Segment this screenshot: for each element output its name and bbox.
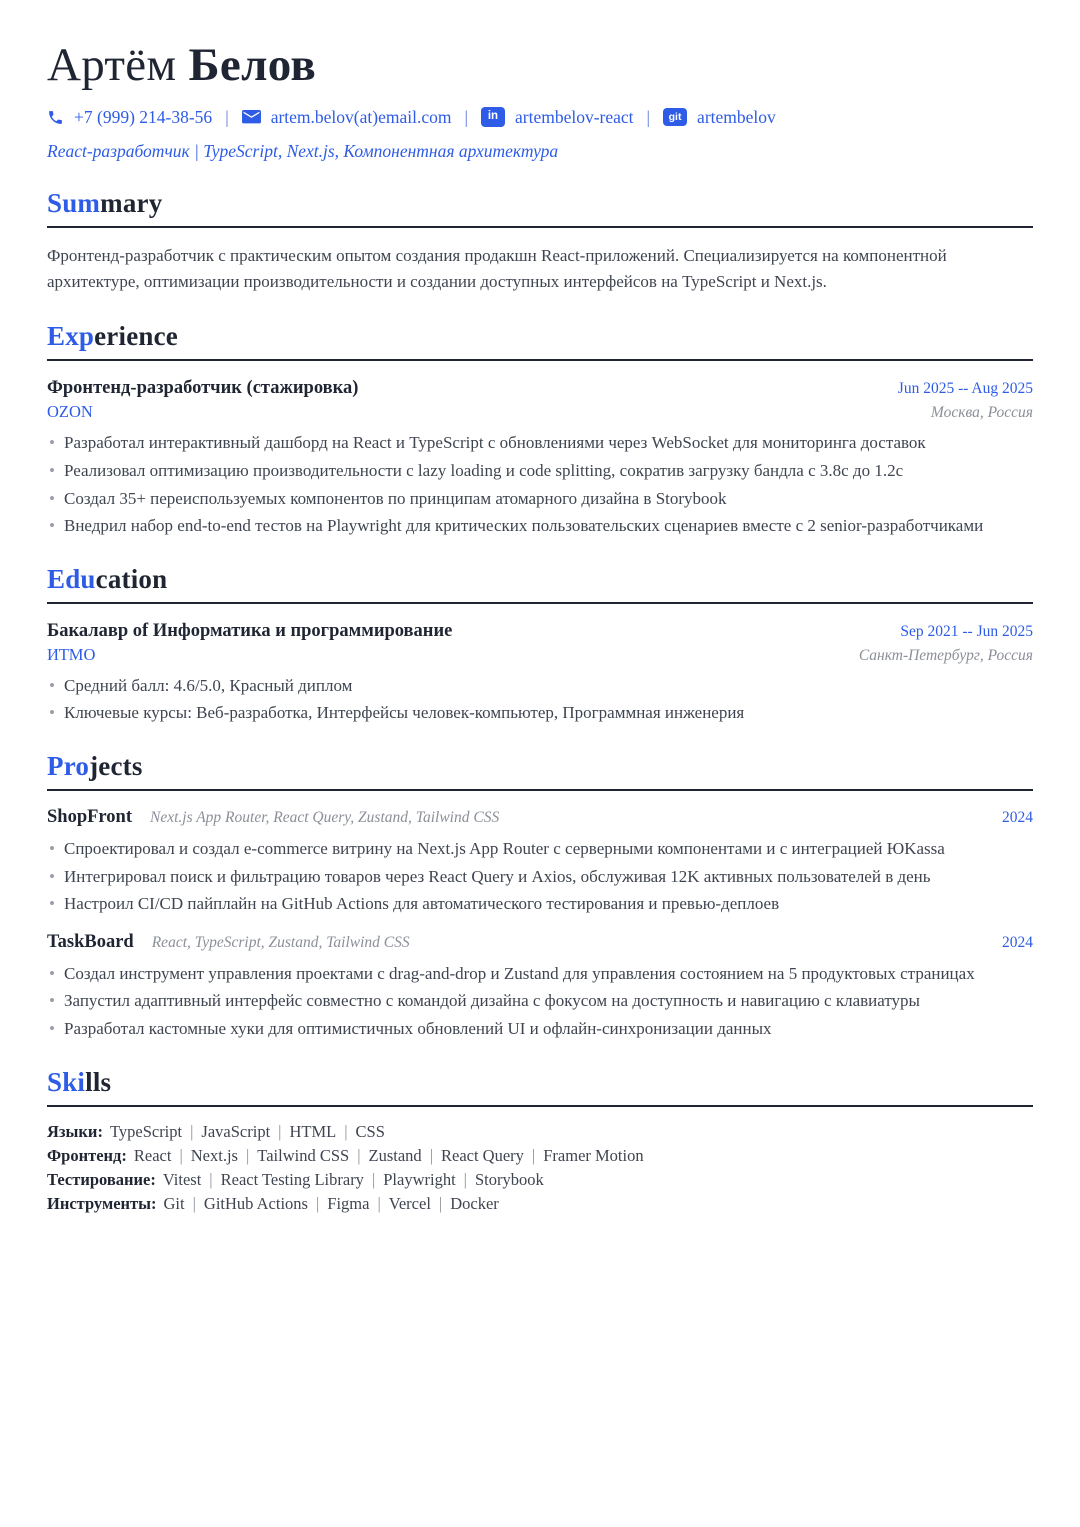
education-dates: Sep 2021 -- Jun 2025 bbox=[900, 622, 1033, 640]
project-year: 2024 bbox=[1002, 933, 1033, 951]
projects-heading bbox=[47, 751, 1033, 791]
project-entry bbox=[47, 932, 1033, 1041]
entry-sub-row bbox=[47, 642, 1033, 665]
project-title-group bbox=[47, 807, 499, 828]
heading-rest: mary bbox=[100, 187, 163, 218]
project-bullets bbox=[47, 838, 1033, 916]
entry-title-row bbox=[47, 378, 1033, 399]
bullet-item: • Запустил адаптивный интерфейс совместно с командой дизайна с фокусом на доступность и навигацию с клавиатуры bbox=[47, 990, 1033, 1013]
bullet-item: • Внедрил набор end-to-end тестов на Playwright для критических пользовательских сценариев вместе с 2 senior-разработчиками bbox=[47, 515, 1033, 538]
bullet-item: • Средний балл: 4.6/5.0, Красный диплом bbox=[47, 675, 1033, 698]
heading-rest: erience bbox=[94, 321, 178, 352]
bullet-item: • Интегрировал поиск и фильтрацию товаров через React Query и Axios, обслуживая 12K активных пользователей в день bbox=[47, 866, 1033, 889]
phone-icon bbox=[47, 109, 64, 126]
last-name: Белов bbox=[188, 39, 317, 91]
project-stack: Next.js App Router, React Query, Zustand, Tailwind CSS bbox=[150, 809, 500, 827]
github-icon: git bbox=[663, 108, 687, 127]
skill-separator: | bbox=[357, 1145, 361, 1165]
heading-accent: Ski bbox=[47, 1066, 86, 1097]
skills-label: Инструменты: bbox=[47, 1193, 157, 1213]
project-year: 2024 bbox=[1002, 809, 1033, 827]
summary-heading bbox=[47, 188, 1033, 228]
skill-separator: | bbox=[429, 1145, 433, 1165]
first-name: Артём bbox=[47, 39, 177, 91]
education-heading bbox=[47, 564, 1033, 604]
heading-rest: lls bbox=[85, 1066, 112, 1097]
phone-number[interactable]: +7 (999) 214-38-56 bbox=[74, 106, 213, 127]
skill-separator: | bbox=[344, 1121, 348, 1141]
linkedin-handle[interactable]: artembelov-react bbox=[514, 106, 634, 127]
skills-label: Фронтенд: bbox=[47, 1145, 127, 1165]
github-handle[interactable]: artembelov bbox=[697, 106, 776, 127]
experience-entry bbox=[47, 378, 1033, 537]
bullet-item: • Ключевые курсы: Веб-разработка, Интерфейсы человек-компьютер, Программная инженерия bbox=[47, 702, 1033, 725]
bullet-item: • Спроектировал и создал e-commerce витрину на Next.js App Router с серверными компонентами и с интеграцией ЮKassa bbox=[47, 838, 1033, 861]
education-bullets bbox=[47, 675, 1033, 725]
skill-separator: | bbox=[371, 1169, 376, 1189]
bullet-item: • Настроил CI/CD пайплайн на GitHub Actions для автоматического тестирования и превью-деплоев bbox=[47, 893, 1033, 916]
skills-line-frontend bbox=[47, 1146, 1033, 1166]
skills-block bbox=[47, 1122, 1033, 1214]
skills-line-languages bbox=[47, 1122, 1033, 1142]
skill-separator: | bbox=[190, 1121, 194, 1141]
job-location: Москва, Россия bbox=[930, 404, 1033, 422]
project-title-row bbox=[47, 807, 1033, 828]
skill-separator: | bbox=[531, 1145, 536, 1165]
skills-items: Git | GitHub Actions | Figma | Vercel | Docker bbox=[163, 1193, 499, 1213]
skills-label: Тестирование: bbox=[47, 1169, 156, 1189]
contact-separator: | bbox=[225, 106, 229, 127]
education-entry bbox=[47, 621, 1033, 725]
skill-separator: | bbox=[278, 1121, 282, 1141]
heading-accent: Sum bbox=[47, 187, 101, 218]
skill-separator: | bbox=[245, 1145, 250, 1165]
project-stack: React, TypeScript, Zustand, Tailwind CSS bbox=[151, 933, 410, 951]
bullet-item: • Разработал интерактивный дашборд на React и TypeScript с обновлениями через WebSocket для мониторинга доставок bbox=[47, 432, 1033, 455]
skill-separator: | bbox=[209, 1169, 213, 1189]
bullet-item: • Создал 35+ переиспользуемых компонентов по принципам атомарного дизайна в Storybook bbox=[47, 488, 1033, 511]
email-address[interactable]: artem.belov(at)email.com bbox=[270, 106, 452, 127]
project-name: ShopFront bbox=[47, 807, 132, 828]
skills-items: Vitest | React Testing Library | Playwright | Storybook bbox=[162, 1169, 544, 1189]
skill-separator: | bbox=[438, 1193, 443, 1213]
linkedin-icon: in bbox=[481, 107, 505, 127]
job-bullets bbox=[47, 432, 1033, 537]
heading-accent: Pro bbox=[47, 751, 90, 782]
skill-separator: | bbox=[315, 1193, 320, 1213]
skill-separator: | bbox=[377, 1193, 381, 1213]
heading-accent: Exp bbox=[47, 321, 95, 352]
contact-separator: | bbox=[464, 106, 468, 127]
email-icon bbox=[242, 110, 261, 125]
bullet-item: • Реализовал оптимизацию производительности с lazy loading и code splitting, сократив загрузку бандла с 3.8с до 1.2с bbox=[47, 460, 1033, 483]
project-name: TaskBoard bbox=[47, 931, 134, 952]
page-title bbox=[47, 40, 1033, 92]
heading-accent: Edu bbox=[47, 563, 96, 594]
contact-separator: | bbox=[646, 106, 651, 127]
contact-row bbox=[47, 107, 1033, 128]
project-entry bbox=[47, 807, 1033, 916]
section-projects bbox=[47, 751, 1033, 1041]
bullet-item: • Создал инструмент управления проектами с drag-and-drop и Zustand для управления состоянием на 5 продуктовых страницах bbox=[47, 963, 1033, 986]
company-name: OZON bbox=[47, 402, 93, 422]
heading-rest: cation bbox=[95, 563, 168, 594]
skills-heading bbox=[47, 1067, 1033, 1107]
education-location: Санкт-Петербург, Россия bbox=[858, 646, 1033, 664]
section-education bbox=[47, 564, 1033, 725]
bullet-item: • Разработал кастомные хуки для оптимистичных обновлений UI и офлайн-синхронизации данных bbox=[47, 1018, 1033, 1041]
skill-separator: | bbox=[179, 1145, 183, 1165]
project-title-row bbox=[47, 932, 1033, 953]
experience-heading bbox=[47, 321, 1033, 361]
section-summary bbox=[47, 188, 1033, 296]
heading-rest: jects bbox=[89, 751, 143, 782]
section-skills bbox=[47, 1067, 1033, 1214]
resume-header bbox=[47, 40, 1033, 162]
skills-items: React | Next.js | Tailwind CSS | Zustand | React Query | Framer Motion bbox=[133, 1145, 644, 1165]
job-title: Фронтенд-разработчик (стажировка) bbox=[47, 378, 359, 399]
skills-label: Языки: bbox=[47, 1121, 103, 1141]
degree-title: Бакалавр of Информатика и программирование bbox=[47, 620, 453, 641]
skill-separator: | bbox=[463, 1169, 467, 1189]
tagline: React-разработчик | TypeScript, Next.js, Компонентная архитектура bbox=[47, 140, 559, 161]
project-bullets bbox=[47, 963, 1033, 1041]
entry-sub-row bbox=[47, 399, 1033, 422]
skills-items: TypeScript | JavaScript | HTML | CSS bbox=[109, 1121, 385, 1141]
section-experience bbox=[47, 321, 1033, 537]
skills-line-testing bbox=[47, 1170, 1033, 1190]
project-title-group bbox=[47, 932, 410, 953]
skills-line-tools bbox=[47, 1194, 1033, 1214]
skill-separator: | bbox=[192, 1193, 196, 1213]
job-dates: Jun 2025 -- Aug 2025 bbox=[897, 380, 1033, 398]
school-name: ИТМО bbox=[47, 644, 96, 664]
summary-text: Фронтенд-разработчик с практическим опытом создания продакшн React-приложений. Специализируется на компонентной архитектуре, оптимизации производительности и создании доступных интерфейсов на TypeScript и Next.js. bbox=[47, 245, 947, 292]
entry-title-row bbox=[47, 621, 1033, 642]
